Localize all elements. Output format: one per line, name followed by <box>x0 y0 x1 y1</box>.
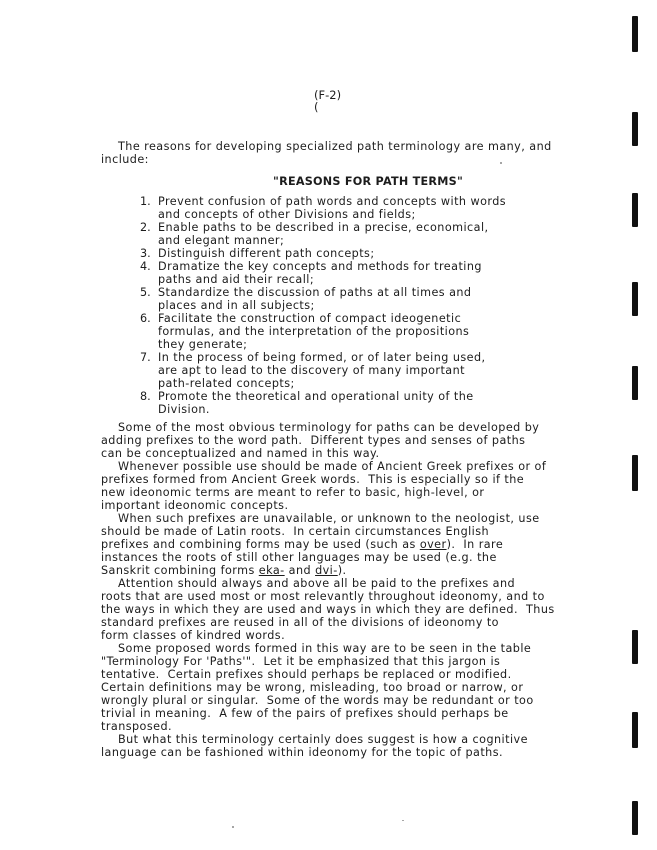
list-item-line: and concepts of other Divisions and fields; <box>158 208 416 221</box>
list-item-line: Prevent confusion of path words and concepts with words <box>158 195 507 208</box>
binder-mark <box>632 193 638 227</box>
list-item-line: Standardize the discussion of paths at all times and <box>158 286 472 299</box>
list-item-line: places and in all subjects; <box>158 299 315 312</box>
list-item-line: Division. <box>158 403 210 416</box>
body-line: prefixes formed from Ancient Greek words. This is especially so if the <box>101 473 525 486</box>
list-item-line: Distinguish different path concepts; <box>158 247 375 260</box>
binder-mark <box>632 282 638 316</box>
body-line: "Terminology For 'Paths'". Let it be emphasized that this jargon is <box>101 655 501 668</box>
body-text: ). <box>337 564 347 577</box>
underlined-word: eka- <box>258 564 285 577</box>
intro-line: include: <box>101 153 149 166</box>
binder-mark <box>632 801 638 835</box>
body-line <box>101 538 503 551</box>
list-item-line: In the process of being formed, or of later being used, <box>158 351 486 364</box>
list-item-line: paths and aid their recall; <box>158 273 315 286</box>
scan-speck <box>500 162 502 164</box>
body-line: tentative. Certain prefixes should perhaps be replaced or modified. <box>101 668 512 681</box>
list-item-line: Enable paths to be described in a precise, economical, <box>158 221 489 234</box>
binder-mark <box>632 455 638 491</box>
body-line: adding prefixes to the word path. Different types and senses of paths <box>101 434 526 447</box>
intro-line: The reasons for developing specialized path terminology are many, and <box>118 140 552 153</box>
body-line: form classes of kindred words. <box>101 629 286 642</box>
body-line: Attention should always and above all be paid to the prefixes and <box>118 577 516 590</box>
binder-mark <box>632 712 638 748</box>
page-label: (F-2) <box>314 88 342 102</box>
list-number: 8. <box>140 390 151 403</box>
list-number: 6. <box>140 312 151 325</box>
list-item-line: Facilitate the construction of compact ideogenetic <box>158 312 462 325</box>
binder-mark <box>632 366 638 400</box>
list-item-line: are apt to lead to the discovery of many important <box>158 364 465 377</box>
body-text: Sanskrit combining forms <box>101 564 259 577</box>
list-number: 4. <box>140 260 151 273</box>
page-label-paren: ( <box>314 100 319 114</box>
body-line: can be conceptualized and named in this way. <box>101 447 380 460</box>
scan-speck <box>232 826 234 828</box>
body-line: Whenever possible use should be made of Ancient Greek prefixes or of <box>118 460 547 473</box>
body-line: But what this terminology certainly does suggest is how a cognitive <box>118 733 528 746</box>
body-line: instances the roots of still other languages may be used (e.g. the <box>101 551 497 564</box>
list-item-line: Dramatize the key concepts and methods for treating <box>158 260 482 273</box>
body-line: wrongly plural or singular. Some of the words may be redundant or too <box>101 694 534 707</box>
body-text: prefixes and combining forms may be used (such as <box>101 538 420 551</box>
list-number: 3. <box>140 247 151 260</box>
underlined-word: dvi- <box>315 564 338 577</box>
body-line: new ideonomic terms are meant to refer to basic, high-level, or <box>101 486 485 499</box>
body-line: standard prefixes are reused in all of the divisions of ideonomy to <box>101 616 499 629</box>
list-item-line: Promote the theoretical and operational unity of the <box>158 390 474 403</box>
list-number: 7. <box>140 351 151 364</box>
body-text: ). In rare <box>446 538 504 551</box>
body-line: Certain definitions may be wrong, misleading, too broad or narrow, or <box>101 681 524 694</box>
list-item-line: formulas, and the interpretation of the propositions <box>158 325 470 338</box>
body-line: trivial in meaning. A few of the pairs of prefixes should perhaps be <box>101 707 509 720</box>
list-item-line: path-related concepts; <box>158 377 295 390</box>
body-line: When such prefixes are unavailable, or unknown to the neologist, use <box>118 512 540 525</box>
underlined-word: over <box>419 538 447 551</box>
list-number: 5. <box>140 286 151 299</box>
list-item-line: and elegant manner; <box>158 234 285 247</box>
body-line: Some of the most obvious terminology for paths can be developed by <box>118 421 540 434</box>
binder-mark <box>632 630 638 664</box>
body-text: and <box>284 564 316 577</box>
binder-mark <box>632 112 638 146</box>
list-item-line: they generate; <box>158 338 248 351</box>
list-number: 1. <box>140 195 151 208</box>
body-line: should be made of Latin roots. In certain circumstances English <box>101 525 490 538</box>
body-line <box>101 564 347 577</box>
body-line: roots that are used most or most relevantly throughout ideonomy, and to <box>101 590 545 603</box>
scan-speck <box>402 820 404 821</box>
body-line: the ways in which they are used and ways in which they are defined. Thus <box>101 603 555 616</box>
list-number: 2. <box>140 221 151 234</box>
binder-mark <box>632 16 638 52</box>
body-line: important ideonomic concepts. <box>101 499 289 512</box>
body-line: Some proposed words formed in this way are to be seen in the table <box>118 642 532 655</box>
section-title: "REASONS FOR PATH TERMS" <box>273 175 464 188</box>
body-line: language can be fashioned within ideonomy for the topic of paths. <box>101 746 503 759</box>
body-line: transposed. <box>101 720 173 733</box>
